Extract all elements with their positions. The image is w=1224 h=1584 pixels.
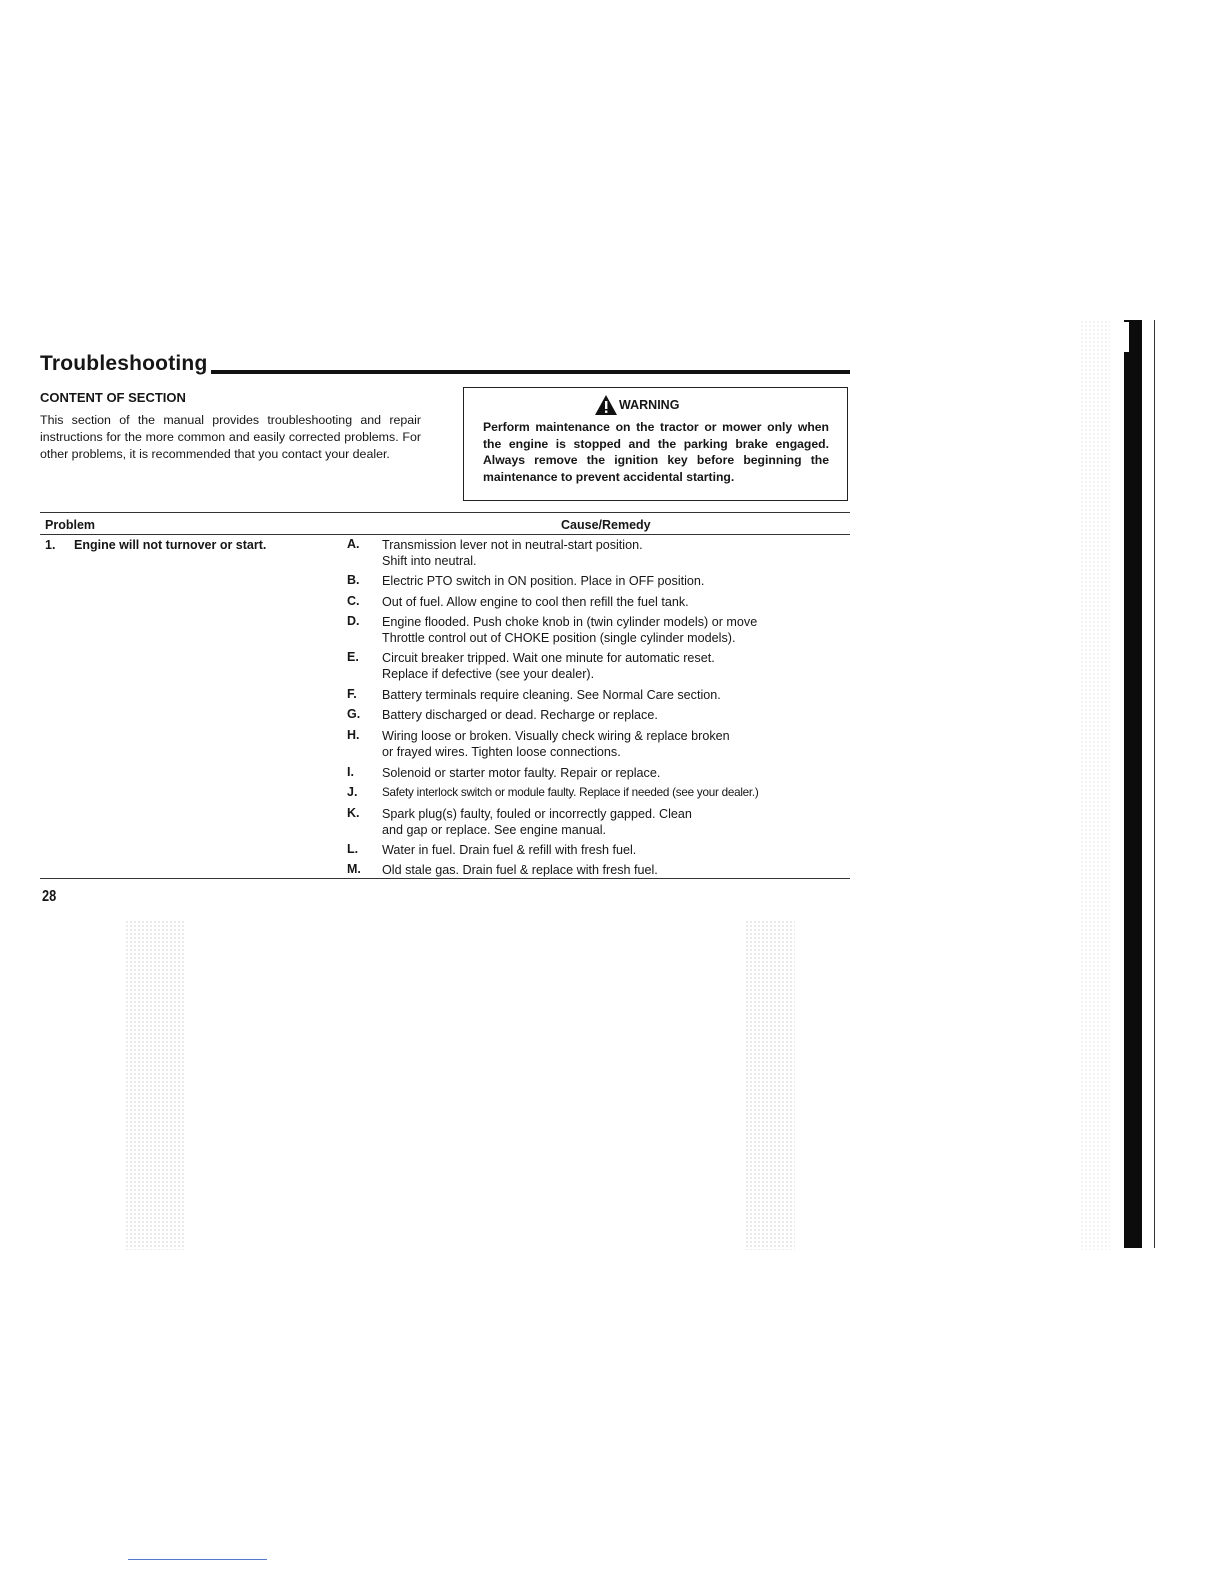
remedy-letter: H. [347, 728, 360, 742]
remedy-letter: J. [347, 785, 358, 799]
section-intro-text: This section of the manual provides troubleshooting and repair instructions for the more common and easily corrected problems. For other problems, it is recommended that you contact your dealer. [40, 413, 421, 461]
remedy-letter: G. [347, 707, 361, 721]
remedy-letter: B. [347, 573, 360, 587]
remedy-text: Circuit breaker tripped. Wait one minute for automatic reset. Replace if defective (see your dealer). [382, 651, 715, 682]
remedy-text: Battery terminals require cleaning. See Normal Care section. [382, 688, 721, 702]
warning-header [594, 394, 679, 416]
binding-edge-bar [1124, 320, 1142, 1248]
warning-triangle-icon [594, 394, 618, 416]
problem-item [45, 538, 266, 552]
remedy-letter: F. [347, 687, 357, 701]
remedy-text: Electric PTO switch in ON position. Place in OFF position. [382, 574, 705, 588]
remedy-text: Wiring loose or broken. Visually check wiring & replace broken or frayed wires. Tighten loose connections. [382, 729, 730, 760]
remedy-letter: M. [347, 862, 361, 876]
scan-noise [745, 920, 795, 1250]
scan-noise [125, 920, 185, 1250]
remedy-text: Engine flooded. Push choke knob in (twin cylinder models) or move Throttle control out of CHOKE position (single cylinder models). [382, 615, 758, 646]
column-header-cause-remedy: Cause/Remedy [561, 518, 651, 532]
problem-label: Engine will not turnover or start. [74, 538, 267, 552]
remedy-text: Out of fuel. Allow engine to cool then refill the fuel tank. [382, 595, 689, 609]
title-row [40, 352, 850, 382]
footer-link-underline [128, 1559, 267, 1560]
remedy-text: Battery discharged or dead. Recharge or replace. [382, 708, 658, 722]
remedy-text: Spark plug(s) faulty, fouled or incorrectly gapped. Clean and gap or replace. See engine manual. [382, 807, 692, 838]
remedy-letter: A. [347, 537, 360, 551]
warning-title: WARNING [619, 398, 680, 412]
remedy-letter: E. [347, 650, 359, 664]
binding-edge-notch [1124, 322, 1129, 352]
table-bottom-rule [40, 878, 850, 879]
page-title: Troubleshooting [40, 352, 208, 375]
remedy-letter: D. [347, 614, 360, 628]
remedy-letter: I. [347, 765, 354, 779]
remedy-text: Old stale gas. Drain fuel & replace with fresh fuel. [382, 863, 658, 877]
remedy-letter: C. [347, 594, 360, 608]
remedy-letter: L. [347, 842, 359, 856]
binding-edge-line [1154, 320, 1155, 1248]
warning-box [463, 387, 848, 501]
remedy-text: Transmission lever not in neutral-start position. Shift into neutral. [382, 538, 643, 569]
table-top-rule [40, 512, 850, 513]
remedy-text: Safety interlock switch or module faulty. Replace if needed (see your dealer.) [382, 786, 759, 799]
warning-text: Perform maintenance on the tractor or mower only when the engine is stopped and the parking brake engaged. Always remove the ignition key before beginning the maintenance to prevent accidental starting. [483, 420, 829, 484]
section-heading: CONTENT OF SECTION [40, 390, 186, 405]
title-rule [211, 370, 850, 374]
problem-number: 1. [45, 538, 56, 552]
scan-noise [1080, 320, 1110, 1250]
remedy-letter: K. [347, 806, 360, 820]
table-header-rule [40, 534, 850, 535]
remedy-text: Solenoid or starter motor faulty. Repair or replace. [382, 766, 661, 780]
remedy-text: Water in fuel. Drain fuel & refill with fresh fuel. [382, 843, 637, 857]
page-number: 28 [42, 888, 57, 905]
column-header-problem: Problem [45, 518, 96, 532]
